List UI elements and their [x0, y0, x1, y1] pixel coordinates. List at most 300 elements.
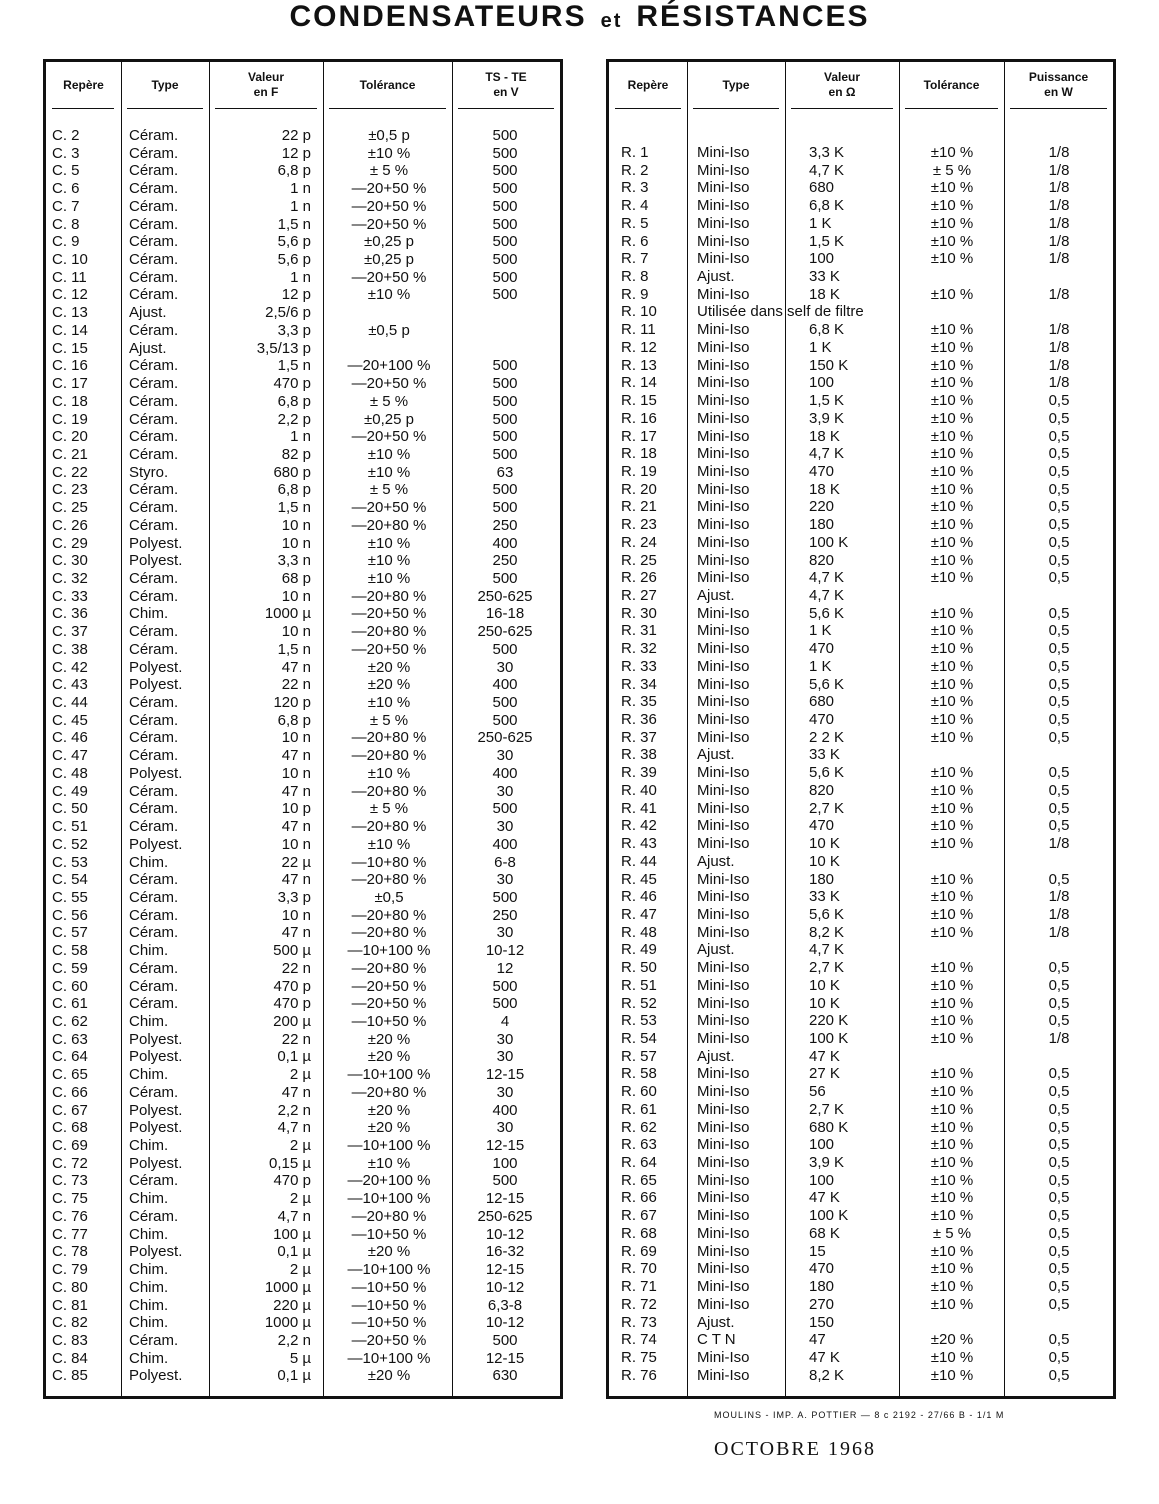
- cell-tolerance: —10+50 %: [351, 1314, 427, 1332]
- cell-repere: R. 61: [621, 1100, 657, 1118]
- table-row: [609, 463, 1113, 481]
- cell-type: Mini-Iso: [697, 1083, 750, 1101]
- table-row: [609, 1314, 1113, 1332]
- cell-tolerance: ±20 %: [367, 1048, 411, 1066]
- cell-tolerance: ±10 %: [930, 711, 974, 729]
- cell-type: Polyest.: [129, 534, 183, 552]
- cell-type: Mini-Iso: [697, 1207, 750, 1225]
- table-row: [46, 747, 560, 765]
- table-row: [609, 1065, 1113, 1083]
- cell-repere: R. 5: [621, 214, 649, 232]
- cell-type: C T N: [697, 1331, 736, 1349]
- cell-repere: R. 15: [621, 392, 657, 410]
- table-row: [609, 250, 1113, 268]
- cell-valeur: 1 n: [290, 268, 311, 286]
- table-row: [609, 374, 1113, 392]
- table-row: [609, 1101, 1113, 1119]
- cell-repere: C. 59: [52, 959, 88, 977]
- cell-type: Mini-Iso: [697, 640, 750, 658]
- cell-valeur: 220 K: [809, 1012, 849, 1030]
- cell-tolerance: —10+50 %: [351, 1278, 427, 1296]
- cell-repere: C. 13: [52, 304, 88, 322]
- cell-valeur: 68 K: [809, 1224, 840, 1242]
- cell-type: Mini-Iso: [697, 728, 750, 746]
- cell-tolerance: —20+50 %: [351, 197, 427, 215]
- cell-tolerance: ± 5 %: [369, 162, 409, 180]
- cell-valeur: 820: [809, 781, 835, 799]
- cell-tension: 400: [492, 764, 518, 782]
- cell-type: Mini-Iso: [697, 675, 750, 693]
- cell-repere: R. 41: [621, 799, 657, 817]
- cell-repere: R. 53: [621, 1012, 657, 1030]
- cell-valeur: 2 2 K: [809, 728, 845, 746]
- table-row: [609, 924, 1113, 942]
- cell-type: Mini-Iso: [697, 657, 750, 675]
- cell-valeur: 1 n: [290, 197, 311, 215]
- header-repere: Repère: [627, 77, 669, 92]
- cell-tolerance: ±10 %: [367, 835, 411, 853]
- cell-valeur: 120 p: [273, 694, 311, 712]
- cell-repere: C. 3: [52, 144, 80, 162]
- cell-repere: C. 80: [52, 1278, 88, 1296]
- cell-type: Mini-Iso: [697, 604, 750, 622]
- cell-type: Mini-Iso: [697, 197, 750, 215]
- cell-repere: R. 7: [621, 250, 649, 268]
- cell-valeur: 470: [809, 817, 835, 835]
- cell-type: Mini-Iso: [697, 516, 750, 534]
- cell-tolerance: ±0,25 p: [364, 233, 414, 251]
- cell-valeur: 2,2 n: [277, 1331, 311, 1349]
- cell-tension: 400: [492, 1101, 518, 1119]
- cell-repere: R. 34: [621, 675, 657, 693]
- cell-type: Céram.: [129, 640, 179, 658]
- cell-puissance: 0,5: [1048, 640, 1070, 658]
- table-row: [46, 552, 560, 570]
- table-row: [609, 622, 1113, 640]
- cell-tolerance: ±10 %: [930, 1083, 974, 1101]
- cell-puissance: 0,5: [1048, 1242, 1070, 1260]
- cell-repere: C. 23: [52, 481, 88, 499]
- cell-tolerance: ±10 %: [930, 427, 974, 445]
- cell-puissance: 0,5: [1048, 1100, 1070, 1118]
- table-row: [46, 198, 560, 216]
- cell-puissance: 0,5: [1048, 1260, 1070, 1278]
- table-row: [46, 1332, 560, 1350]
- cell-tolerance: ±10 %: [930, 232, 974, 250]
- table-row: [609, 906, 1113, 924]
- cell-tolerance: ±10 %: [930, 622, 974, 640]
- cell-puissance: 0,5: [1048, 976, 1070, 994]
- cell-valeur: 18 K: [809, 285, 840, 303]
- cell-tolerance: ±10 %: [930, 1171, 974, 1189]
- cell-valeur: 4,7 K: [809, 941, 845, 959]
- cell-type: Céram.: [129, 321, 179, 339]
- header-type: Type: [151, 77, 179, 92]
- cell-puissance: 0,5: [1048, 622, 1070, 640]
- table-row: [46, 1013, 560, 1031]
- cell-valeur: 4,7 K: [809, 569, 845, 587]
- table-row: [609, 1243, 1113, 1261]
- cell-type: Mini-Iso: [697, 870, 750, 888]
- cell-valeur: 180: [809, 1278, 835, 1296]
- cell-repere: C. 51: [52, 818, 88, 836]
- cell-repere: C. 50: [52, 800, 88, 818]
- cell-type: Mini-Iso: [697, 462, 750, 480]
- cell-type: Céram.: [129, 623, 179, 641]
- cell-tolerance: ±10 %: [930, 870, 974, 888]
- cell-valeur: 22 p: [281, 127, 311, 144]
- cell-valeur: 47 n: [281, 658, 311, 676]
- cell-puissance: 0,5: [1048, 693, 1070, 711]
- cell-type: Mini-Iso: [697, 959, 750, 977]
- cell-repere: R. 23: [621, 516, 657, 534]
- cell-type: Mini-Iso: [697, 250, 750, 268]
- cell-repere: R. 52: [621, 994, 657, 1012]
- cell-valeur: 5,6 K: [809, 764, 845, 782]
- table-row: [46, 1226, 560, 1244]
- cell-type: Polyest.: [129, 1154, 183, 1172]
- cell-type: Mini-Iso: [697, 498, 750, 516]
- cell-type: Céram.: [129, 445, 179, 463]
- cell-puissance: 1/8: [1048, 285, 1070, 303]
- date: OCTOBRE 1968: [714, 1438, 876, 1460]
- cell-tolerance: —10+100 %: [347, 1066, 431, 1084]
- cell-type: Mini-Iso: [697, 232, 750, 250]
- table-row: [46, 1297, 560, 1315]
- cell-tolerance: —10+100 %: [347, 1261, 431, 1279]
- cell-tension: 500: [492, 215, 518, 233]
- header-tolerance: Tolérance: [359, 77, 416, 92]
- cell-tolerance: ±10 %: [930, 551, 974, 569]
- cell-valeur: 5,6 K: [809, 604, 845, 622]
- cell-valeur: 4,7 K: [809, 161, 845, 179]
- cell-type: Styro.: [129, 463, 169, 481]
- table-row: [609, 888, 1113, 906]
- cell-tolerance: ±10 %: [930, 835, 974, 853]
- cell-valeur: 5,6 K: [809, 905, 845, 923]
- cell-tolerance: ± 5 %: [369, 800, 409, 818]
- cell-type: Mini-Iso: [697, 622, 750, 640]
- table-row: [609, 233, 1113, 251]
- table-row: [46, 1031, 560, 1049]
- cell-valeur: 1 n: [290, 180, 311, 198]
- table-row: [46, 251, 560, 269]
- cell-repere: C. 43: [52, 676, 88, 694]
- cell-tolerance: ±0,5 p: [368, 321, 410, 339]
- cell-tension: 500: [492, 233, 518, 251]
- cell-repere: R. 64: [621, 1154, 657, 1172]
- table-row: [46, 1119, 560, 1137]
- cell-repere: R. 36: [621, 711, 657, 729]
- cell-tension: 63: [496, 463, 514, 481]
- cell-repere: C. 65: [52, 1066, 88, 1084]
- cell-tolerance: —20+50 %: [351, 180, 427, 198]
- cell-tension: 500: [492, 499, 518, 517]
- cell-tension: 500: [492, 197, 518, 215]
- cell-repere: C. 47: [52, 747, 88, 765]
- cell-valeur: 3,9 K: [809, 1154, 845, 1172]
- cell-repere: C. 12: [52, 286, 88, 304]
- cell-tension: 500: [492, 888, 518, 906]
- cell-tension: 30: [496, 782, 514, 800]
- cell-puissance: 0,5: [1048, 409, 1070, 427]
- cell-tolerance: ±10 %: [930, 1065, 974, 1083]
- resistor-table: [606, 59, 1116, 1399]
- cell-tolerance: —10+80 %: [351, 853, 427, 871]
- table-row: [46, 535, 560, 553]
- cell-puissance: 1/8: [1048, 250, 1070, 268]
- table-row: [609, 995, 1113, 1013]
- cell-valeur: 5 µ: [289, 1349, 311, 1367]
- cell-tolerance: ±10 %: [930, 905, 974, 923]
- cell-valeur: 22 n: [281, 676, 311, 694]
- cell-valeur: 56: [809, 1083, 826, 1101]
- cell-repere: R. 18: [621, 445, 657, 463]
- cell-type: Céram.: [129, 995, 179, 1013]
- cell-type: Mini-Iso: [697, 338, 750, 356]
- table-row: [46, 446, 560, 464]
- cell-repere: R. 19: [621, 462, 657, 480]
- cell-tension: 250: [492, 552, 518, 570]
- table-row: [46, 1155, 560, 1173]
- cell-repere: R. 49: [621, 941, 657, 959]
- cell-tolerance: ±10 %: [930, 533, 974, 551]
- cell-repere: R. 69: [621, 1242, 657, 1260]
- cell-puissance: 1/8: [1048, 923, 1070, 941]
- cell-repere: C. 16: [52, 357, 88, 375]
- cell-valeur: 6,8 p: [277, 711, 311, 729]
- table-row: [46, 1314, 560, 1332]
- table-row: [46, 180, 560, 198]
- table-row: [609, 1207, 1113, 1225]
- cell-puissance: 0,5: [1048, 533, 1070, 551]
- cell-repere: R. 67: [621, 1207, 657, 1225]
- cell-repere: R. 45: [621, 870, 657, 888]
- cell-type: Mini-Iso: [697, 1224, 750, 1242]
- cell-valeur: 33 K: [809, 746, 840, 764]
- table-row: [609, 1012, 1113, 1030]
- cell-repere: C. 46: [52, 729, 88, 747]
- cell-puissance: 0,5: [1048, 1012, 1070, 1030]
- table-row: [609, 605, 1113, 623]
- cell-type: Céram.: [129, 286, 179, 304]
- cell-repere: R. 26: [621, 569, 657, 587]
- cell-tolerance: —20+80 %: [351, 924, 427, 942]
- cell-valeur: 6,8 K: [809, 197, 845, 215]
- cell-tension: 500: [492, 375, 518, 393]
- cell-repere: C. 38: [52, 640, 88, 658]
- cell-puissance: 0,5: [1048, 781, 1070, 799]
- cell-repere: C. 19: [52, 410, 88, 428]
- cell-valeur: 47 n: [281, 924, 311, 942]
- table-row: [46, 659, 560, 677]
- header-valeur: Valeur en F: [247, 70, 285, 99]
- cell-tension: 12-15: [485, 1190, 525, 1208]
- cell-repere: C. 84: [52, 1349, 88, 1367]
- cell-tolerance: ±10 %: [930, 1366, 974, 1384]
- cell-puissance: 1/8: [1048, 374, 1070, 392]
- cell-tolerance: ±10 %: [930, 728, 974, 746]
- table-row: [609, 782, 1113, 800]
- cell-repere: R. 4: [621, 197, 649, 215]
- table-row: [46, 286, 560, 304]
- cell-tolerance: ±10 %: [930, 1242, 974, 1260]
- cell-tension: 500: [492, 640, 518, 658]
- table-row: [46, 889, 560, 907]
- table-row: [46, 1172, 560, 1190]
- cell-repere: R. 11: [621, 321, 656, 339]
- cell-type: Céram.: [129, 499, 179, 517]
- table-row: [46, 605, 560, 623]
- cell-repere: R. 39: [621, 764, 657, 782]
- cell-valeur: 47 n: [281, 747, 311, 765]
- cell-repere: C. 37: [52, 623, 88, 641]
- table-row: [46, 907, 560, 925]
- table-row: [609, 1083, 1113, 1101]
- cell-tolerance: —20+80 %: [351, 959, 427, 977]
- cell-type: Mini-Iso: [697, 161, 750, 179]
- cell-tension: 30: [496, 658, 514, 676]
- cell-tolerance: —20+50 %: [351, 605, 427, 623]
- cell-repere: C. 49: [52, 782, 88, 800]
- cell-tension: 30: [496, 747, 514, 765]
- cell-repere: C. 56: [52, 906, 88, 924]
- cell-type: Polyest.: [129, 552, 183, 570]
- table-row: [609, 959, 1113, 977]
- table-row: [46, 1208, 560, 1226]
- cell-valeur: 22 n: [281, 1030, 311, 1048]
- cell-tension: 16-32: [485, 1243, 525, 1261]
- cell-type: Chim.: [129, 1314, 169, 1332]
- cell-valeur: 470 p: [273, 977, 311, 995]
- cell-tension: 6,3-8: [487, 1296, 523, 1314]
- table-row: [46, 375, 560, 393]
- cell-tolerance: ±10 %: [930, 764, 974, 782]
- table-row: [609, 286, 1113, 304]
- cell-valeur: 1 n: [290, 428, 311, 446]
- cell-tolerance: ± 5 %: [932, 161, 972, 179]
- table-row: [609, 428, 1113, 446]
- cell-repere: C. 52: [52, 835, 88, 853]
- cell-tolerance: ±10 %: [930, 640, 974, 658]
- table-row: [609, 871, 1113, 889]
- cell-valeur: 820: [809, 551, 835, 569]
- cell-type: Polyest.: [129, 658, 183, 676]
- cell-tension: 500: [492, 711, 518, 729]
- cell-valeur: 150 K: [809, 356, 849, 374]
- cell-type: Mini-Iso: [697, 1065, 750, 1083]
- cell-puissance: 0,5: [1048, 1083, 1070, 1101]
- cell-type: Mini-Iso: [697, 427, 750, 445]
- cell-type: Mini-Iso: [697, 445, 750, 463]
- cell-tension: 250-625: [477, 623, 533, 641]
- cell-tolerance: —20+50 %: [351, 977, 427, 995]
- table-row: [609, 392, 1113, 410]
- cell-puissance: 0,5: [1048, 1207, 1070, 1225]
- cell-type: Céram.: [129, 924, 179, 942]
- table-row: [46, 623, 560, 641]
- cell-tolerance: ±10 %: [930, 976, 974, 994]
- cell-repere: C. 62: [52, 1013, 88, 1030]
- cell-tolerance: —20+50 %: [351, 375, 427, 393]
- cell-tension: 12: [496, 959, 514, 977]
- table-row: [46, 1350, 560, 1368]
- table-row: [609, 1048, 1113, 1066]
- cell-valeur: 10 n: [281, 516, 311, 534]
- cell-valeur: 18 K: [809, 480, 840, 498]
- cell-repere: R. 24: [621, 533, 657, 551]
- cell-tolerance: ±20 %: [367, 1030, 411, 1048]
- cell-type: Mini-Iso: [697, 569, 750, 587]
- cell-tolerance: —20+80 %: [351, 1083, 427, 1101]
- cell-type: Chim.: [129, 1013, 169, 1030]
- table-row: [46, 676, 560, 694]
- cell-valeur: 100: [809, 250, 835, 268]
- cell-tension: 30: [496, 1083, 514, 1101]
- cell-puissance: 0,5: [1048, 1348, 1070, 1366]
- cell-type: Céram.: [129, 711, 179, 729]
- cell-puissance: 0,5: [1048, 1278, 1070, 1296]
- cell-repere: R. 33: [621, 657, 657, 675]
- cell-tension: 630: [492, 1367, 518, 1385]
- table-row: [609, 1119, 1113, 1137]
- cell-type: Céram.: [129, 747, 179, 765]
- cell-valeur: 470: [809, 640, 835, 658]
- cell-type: Mini-Iso: [697, 1295, 750, 1313]
- table-row: [46, 233, 560, 251]
- table-row: [609, 800, 1113, 818]
- cell-type: Mini-Iso: [697, 693, 750, 711]
- cell-repere: C. 67: [52, 1101, 88, 1119]
- table-row: [46, 1048, 560, 1066]
- cell-puissance: 0,5: [1048, 1331, 1070, 1349]
- cell-type: Céram.: [129, 392, 179, 410]
- cell-tension: 30: [496, 924, 514, 942]
- cell-type: Chim.: [129, 1225, 169, 1243]
- cell-tolerance: —20+80 %: [351, 587, 427, 605]
- cell-valeur: 6,8 p: [277, 392, 311, 410]
- table-row: [46, 729, 560, 747]
- cell-valeur: 15: [809, 1242, 826, 1260]
- cell-tolerance: ±10 %: [930, 888, 974, 906]
- cell-valeur: 2 µ: [289, 1190, 311, 1208]
- cell-tolerance: —20+80 %: [351, 623, 427, 641]
- cell-puissance: 0,5: [1048, 480, 1070, 498]
- cell-repere: C. 18: [52, 392, 88, 410]
- cell-tension: 250-625: [477, 587, 533, 605]
- cell-tolerance: ±10 %: [930, 959, 974, 977]
- cell-tension: 500: [492, 268, 518, 286]
- cell-type: Mini-Iso: [697, 551, 750, 569]
- cell-repere: R. 38: [621, 746, 657, 764]
- cell-repere: C. 63: [52, 1030, 88, 1048]
- table-row: [609, 835, 1113, 853]
- table-row: [609, 144, 1113, 162]
- cell-repere: R. 30: [621, 604, 657, 622]
- cell-tolerance: ±10 %: [367, 570, 411, 587]
- cell-puissance: 0,5: [1048, 799, 1070, 817]
- cell-repere: R. 42: [621, 817, 657, 835]
- cell-type: Chim.: [129, 1137, 169, 1155]
- cell-valeur: 470: [809, 1260, 835, 1278]
- cell-repere: C. 21: [52, 445, 88, 463]
- cell-valeur: 47: [809, 1331, 826, 1349]
- cell-tension: 10-12: [485, 1278, 525, 1296]
- cell-type: Céram.: [129, 1172, 179, 1190]
- cell-type: Céram.: [129, 800, 179, 818]
- cell-repere: C. 72: [52, 1154, 88, 1172]
- cell-valeur: 10 n: [281, 587, 311, 605]
